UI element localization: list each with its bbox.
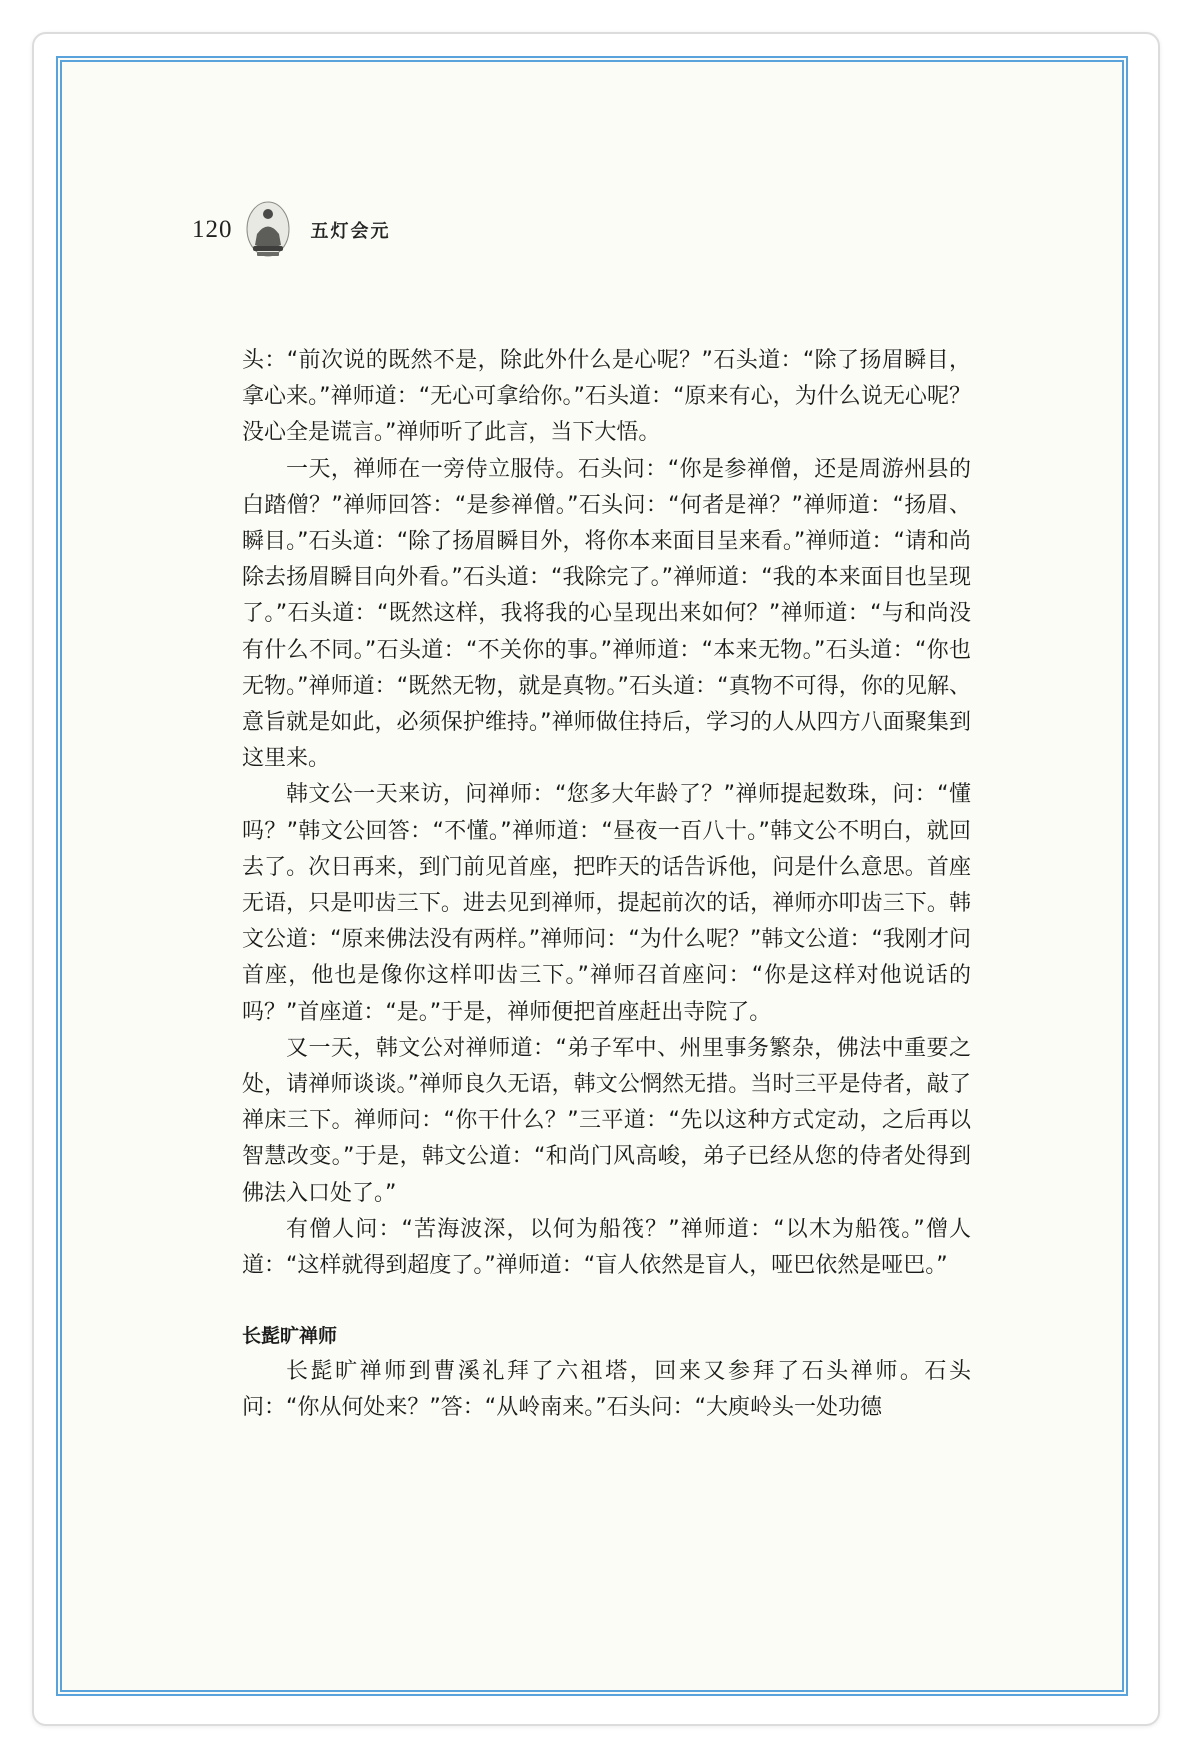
paragraph: 头：“前次说的既然不是，除此外什么是心呢？”石头道：“除了扬眉瞬目，拿心来。”禅师道：“无心可拿给你。”石头道：“原来有心，为什么说无心呢？没心全是谎言。”禅师听了此言，当下大悟。: [242, 348, 971, 446]
buddha-figure-icon: [245, 201, 291, 259]
body-text: [242, 343, 971, 1427]
paragraph: 韩文公一天来访，问禅师：“您多大年龄了？”禅师提起数珠，问：“懂吗？”韩文公回答：“不懂。”禅师道：“昼夜一百八十。”韩文公不明白，就回去了。次日再来，到门前见首座，把昨天的话告诉他，问是什么意思。首座无语，只是叩齿三下。进去见到禅师，提起前次的话，禅师亦叩齿三下。韩文公道：“原来佛法没有两样。”禅师问：“为什么呢？”韩文公道：“我刚才问首座，他也是像你这样叩齿三下。”禅师召首座问：“你是这样对他说话的吗？”首座道：“是。”于是，禅师便把首座赶出寺院了。: [242, 782, 971, 1025]
paragraph: 一天，禅师在一旁侍立服侍。石头问：“你是参禅僧，还是周游州县的白踏僧？”禅师回答：“是参禅僧。”石头问：“何者是禅？”禅师道：“扬眉、瞬目。”石头道：“除了扬眉瞬目外，将你本来面目呈来看。”禅师道：“请和尚除去扬眉瞬目向外看。”石头道：“我除完了。”禅师道：“我的本来面目也呈现了。”石头道：“既然这样，我将我的心呈现出来如何？”禅师道：“与和尚没有什么不同。”石头道：“不关你的事。”禅师道：“本来无物。”石头道：“你也无物。”禅师道：“既然无物，就是真物。”石头道：“真物不可得，你的见解、意旨就是如此，必须保护维持。”禅师做住持后，学习的人从四方八面聚集到这里来。: [242, 456, 971, 772]
paragraph: 有僧人问：“苦海波深，以何为船筏？”禅师道：“以木为船筏。”僧人道：“这样就得到超度了。”禅师道：“盲人依然是盲人，哑巴依然是哑巴。”: [242, 1216, 971, 1279]
page-header: [192, 200, 391, 260]
section-heading: 长髭旷禅师: [242, 1325, 338, 1348]
paragraph: 长髭旷禅师到曹溪礼拜了六祖塔，回来又参拜了石头禅师。石头问：“你从何处来？”答：“从岭南来。”石头问：“大庾岭头一处功德: [242, 1359, 971, 1421]
page-number: 120: [192, 216, 233, 243]
paragraph: 又一天，韩文公对禅师道：“弟子军中、州里事务繁杂，佛法中重要之处，请禅师谈谈。”禅师良久无语，韩文公惘然无措。当时三平是侍者，敲了禅床三下。禅师问：“你干什么？”三平道：“先以这种方式定动，之后再以智慧改变。”于是，韩文公道：“和尚门风高峻，弟子已经从您的侍者处得到佛法入口处了。”: [242, 1035, 971, 1206]
book-title: 五灯会元: [310, 221, 391, 242]
